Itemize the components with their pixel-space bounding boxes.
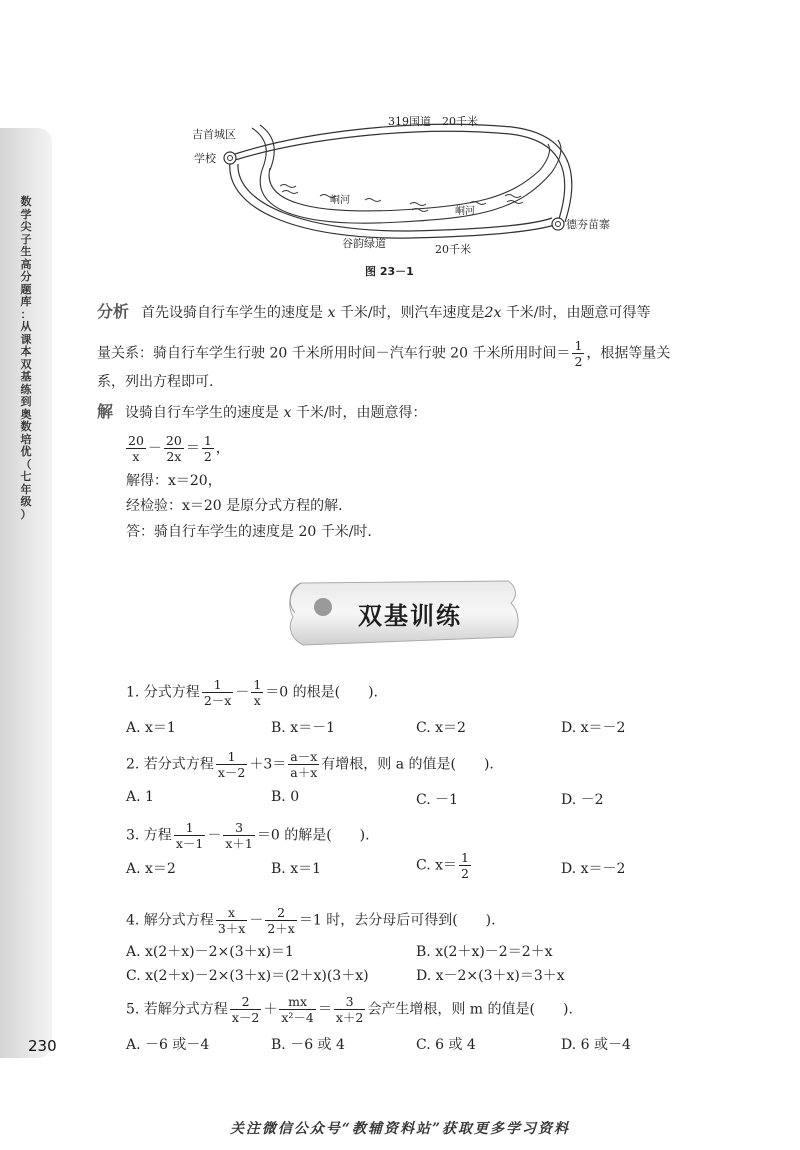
analysis-line-2: 量关系：骑自行车学生行驶 20 千米所用时间－汽车行驶 20 千米所用时间＝ $\frac{1}{2}$ ，根据等量关 <box>97 338 671 369</box>
question-1-option-b[interactable]: B. x＝－1 <box>271 720 335 736</box>
label-village: 德夯苗寨 <box>566 218 610 231</box>
fraction: $\frac{1}{2}$ <box>461 850 469 881</box>
question-5-option-d[interactable]: D. 6 或－4 <box>561 1037 631 1053</box>
solution-line-1: 解 设骑自行车学生的速度是 x 千米/时，由题意得： <box>97 402 427 421</box>
question-2-option-b[interactable]: B. 0 <box>271 789 300 805</box>
question-1-option-c[interactable]: C. x＝2 <box>416 720 466 736</box>
label-school: 学校 <box>194 152 216 165</box>
question-3-option-a[interactable]: A. x＝2 <box>126 861 176 877</box>
question-5-option-b[interactable]: B. －6 或 4 <box>271 1037 345 1053</box>
question-3-option-b[interactable]: B. x＝1 <box>271 861 321 877</box>
question-4-option-b[interactable]: B. x(2＋x)－2＝2＋x <box>416 944 553 960</box>
route-map-figure <box>180 100 610 260</box>
question-2-option-a[interactable]: A. 1 <box>126 789 154 805</box>
question-4-option-a[interactable]: A. x(2＋x)－2×(3＋x)＝1 <box>126 944 294 960</box>
label-dist20: 20千米 <box>435 243 471 256</box>
fraction: $\frac{1}{2}$ <box>574 338 583 369</box>
page-number: 230 <box>28 1037 57 1055</box>
solution-equation: $\frac{20}{x}$ － $\frac{20}{2x}$ ＝ $\frac{1}{2}$ ， <box>128 433 230 464</box>
question-4-option-d[interactable]: D. x－2×(3＋x)＝3＋x <box>416 968 565 984</box>
solution-line-2: 解得：x＝20， <box>126 473 222 489</box>
question-1-option-d[interactable]: D. x＝－2 <box>561 720 626 736</box>
question-3: 3. 方程 $\frac{1}{x-1}$ － $\frac{3}{x+1}$ ＝0 的解是( ). <box>126 820 370 851</box>
fraction: $\frac{x}{3+x}$ <box>217 905 246 936</box>
footer-note: 关注微信公众号“教辅资料站”获取更多学习资料 <box>229 1121 571 1137</box>
fraction: $\frac{3}{x+2}$ <box>335 994 364 1025</box>
fraction: $\frac{2}{2+x}$ <box>267 905 295 936</box>
question-1: 1. 分式方程 $\frac{1}{2-x}$ － $\frac{1}{x}$ ＝0 的根是( ). <box>126 677 379 708</box>
label-greenway: 谷韵绿道 <box>342 237 386 250</box>
fraction: $\frac{1}{x-2}$ <box>217 749 246 780</box>
question-3-option-c[interactable]: C. x＝ $\frac{1}{2}$ <box>416 850 469 881</box>
solution-line-3: 经检验：x＝20 是原分式方程的解. <box>126 498 343 514</box>
figure-caption: 图 23－1 <box>365 265 414 278</box>
fraction: $\frac{mx}{\text{x²－4}}$ <box>281 994 314 1025</box>
question-4: 4. 解分式方程 $\frac{x}{3+x}$ － $\frac{2}{2+x}$ ＝1 时，去分母后可得到( ). <box>126 905 496 936</box>
label-road319: 319国道 20千米 <box>388 115 478 128</box>
label-river-1: 峒河 <box>330 195 350 206</box>
fraction: $\frac{1}{x}$ <box>253 677 262 708</box>
question-5-option-c[interactable]: C. 6 或 4 <box>416 1037 476 1053</box>
analysis-line-3: 系，列出方程即可. <box>97 374 214 390</box>
section-title: 双基训练 <box>358 602 462 630</box>
river-main <box>260 170 552 223</box>
sidebar-title: 数 学 尖 子 生 高 分 题 库 ： 从 课 本 双 基 练 到 奥 数 培 优 （ 七 年 级 ） <box>20 195 32 521</box>
fraction: $\frac{1}{2-x}$ <box>203 677 232 708</box>
river-upper <box>252 128 266 170</box>
fraction: $\frac{3}{x+1}$ <box>225 820 253 851</box>
analysis-tag: 分析 <box>97 302 130 321</box>
label-river-2: 峒河 <box>455 206 475 217</box>
greenway <box>230 162 558 238</box>
fraction: $\frac{2}{x-2}$ <box>231 994 260 1025</box>
fraction: $\frac{1}{x-1}$ <box>175 820 204 851</box>
question-5: 5. 若解分式方程 $\frac{2}{x-2}$ ＋ $\frac{mx}{\text{x²－4}}$ ＝ $\frac{3}{x+2}$ 会产生增根，则 m 的值是( ). <box>126 994 573 1025</box>
label-jishou: 吉首城区 <box>192 128 236 141</box>
question-4-option-c[interactable]: C. x(2＋x)－2×(3＋x)＝(2＋x)(3＋x) <box>126 968 369 984</box>
question-2-option-d[interactable]: D. －2 <box>561 792 604 808</box>
question-2: 2. 若分式方程 $\frac{1}{x-2}$ ＋3＝ $\frac{a-x}{a+x}$ 有增根，则 a 的值是( ). <box>126 749 494 780</box>
fraction: $\frac{a-x}{a+x}$ <box>290 749 318 780</box>
analysis-line-1: 分析 首先设骑自行车学生的速度是 x 千米/时，则汽车速度是2x 千米/时，由题意可得等 <box>97 302 651 321</box>
question-3-option-d[interactable]: D. x＝－2 <box>561 861 626 877</box>
road-319 <box>235 131 565 222</box>
question-1-option-a[interactable]: A. x＝1 <box>126 720 176 736</box>
question-2-option-c[interactable]: C. －1 <box>416 792 459 808</box>
question-5-option-a[interactable]: A. －6 或－4 <box>126 1037 210 1053</box>
solution-line-4: 答：骑自行车学生的速度是 20 千米/时. <box>126 524 372 540</box>
solution-tag: 解 <box>97 402 114 421</box>
